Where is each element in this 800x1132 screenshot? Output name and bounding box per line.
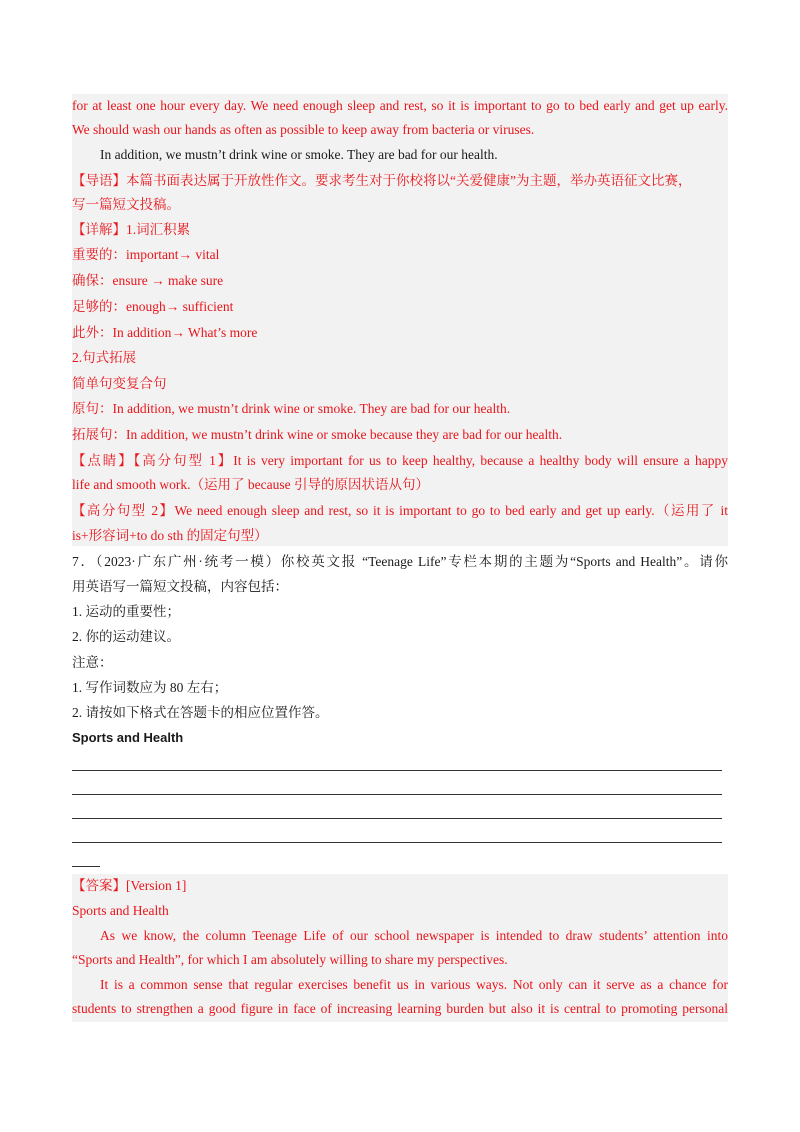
question-item: 1. 运动的重要性； xyxy=(72,604,180,619)
guide-line: 写一篇短文投稿。 xyxy=(72,197,180,212)
extended-sentence: 拓展句：In addition, we mustn’t drink wine or smoke because they are bad for our health. xyxy=(72,427,563,442)
answer-rule xyxy=(72,842,722,843)
highlight-line: 【高分句型 2】We need enough sleep and rest, so it is important to go to bed early and get up early.（运用了 it xyxy=(72,503,728,518)
original-sentence: 原句：In addition, we mustn’t drink wine or smoke. They are bad for our health. xyxy=(72,401,511,416)
essay-line: We should wash our hands as often as possible to keep away from bacteria or viruses. xyxy=(72,122,535,137)
essay-line: In addition, we mustn’t drink wine or smoke. They are bad for our health. xyxy=(100,147,498,162)
vocab-item: 足够的：enough→ sufficient xyxy=(72,299,234,314)
answer-line: As we know, the column Teenage Life of our school newspaper is intended to draw students’ attention into xyxy=(100,928,728,943)
note-heading: 注意： xyxy=(72,655,113,670)
vocab-item: 此外：In addition→ What’s more xyxy=(72,325,258,340)
vocab-item: 确保：ensure → make sure xyxy=(72,273,224,288)
answer-line: It is a common sense that regular exercises benefit us in various ways. Not only can it serve as a chance for xyxy=(100,977,728,992)
highlight-line: life and smooth work.（运用了 because 引导的原因状语从句） xyxy=(72,477,429,492)
answer-rule xyxy=(72,818,722,819)
highlight-line: 【点睛】【高分句型 1】It is very important for us to keep healthy, because a healthy body will ensure a happy xyxy=(72,453,728,468)
essay-line: for at least one hour every day. We need enough sleep and rest, so it is important to go to bed early and get up early. xyxy=(72,98,728,113)
note-item: 1. 写作词数应为 80 左右； xyxy=(72,680,228,695)
answer-rule xyxy=(72,770,722,771)
sentence-heading: 2.句式拓展 xyxy=(72,350,137,365)
detail-heading: 【详解】1.词汇积累 xyxy=(72,222,191,237)
question-line: 7．（2023·广东广州·统考一模）你校英文报 “Teenage Life”专栏本期的主题为“Sports and Health”。请你 xyxy=(72,554,728,569)
answer-title: Sports and Health xyxy=(72,903,169,918)
vocab-item: 重要的：important→ vital xyxy=(72,247,220,262)
writing-title: Sports and Health xyxy=(72,730,184,745)
answer-line: “Sports and Health”, for which I am absolutely willing to share my perspectives. xyxy=(72,952,508,967)
note-item: 2. 请按如下格式在答题卡的相应位置作答。 xyxy=(72,705,329,720)
answer-rule xyxy=(72,794,722,795)
answer-heading: 【答案】[Version 1] xyxy=(72,878,187,893)
guide-line: 【导语】本篇书面表达属于开放性作文。要求考生对于你校将以“关爱健康”为主题，举办英语征文比赛， xyxy=(72,173,692,188)
sentence-subheading: 简单句变复合句 xyxy=(72,376,167,391)
highlight-line: is+形容词+to do sth 的固定句型） xyxy=(72,528,268,543)
answer-rule-short xyxy=(72,866,100,867)
question-line: 用英语写一篇短文投稿，内容包括： xyxy=(72,579,288,594)
question-item: 2. 你的运动建议。 xyxy=(72,629,180,644)
answer-line: students to strengthen a good figure in face of increasing learning burden but also it is central to promoting personal xyxy=(72,1001,728,1016)
